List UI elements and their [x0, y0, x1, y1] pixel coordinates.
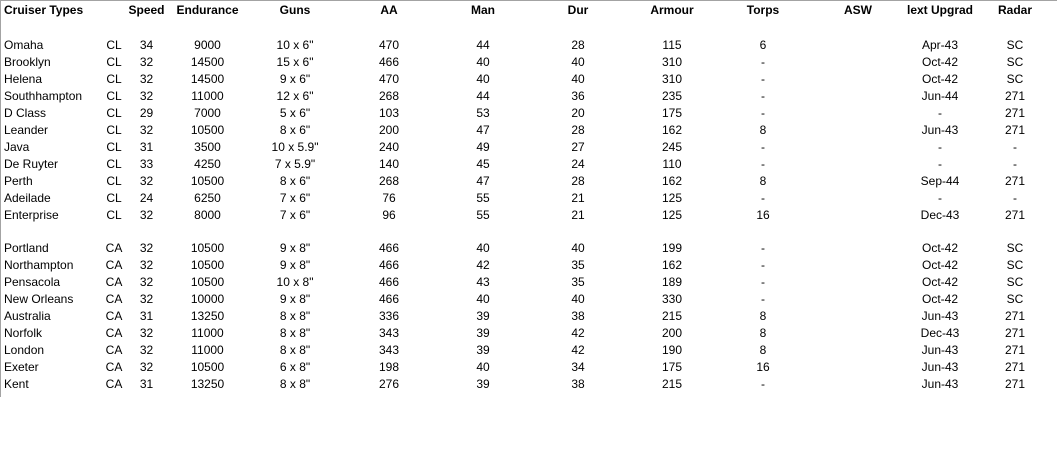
- cell-armour: 215: [661, 309, 683, 323]
- cell-name: D Class: [4, 106, 47, 120]
- cell-dur: 20: [571, 106, 585, 120]
- cell-endurance: 4250: [194, 157, 221, 171]
- cell-next-upgrade: Jun-43: [921, 309, 959, 323]
- cell-aa: 268: [378, 174, 400, 188]
- cell-speed: 32: [139, 241, 154, 255]
- cell-torps: 8: [759, 343, 767, 357]
- table-row: [1, 122, 1057, 139]
- cell-armour: 200: [661, 326, 683, 340]
- cell-speed: 32: [139, 275, 154, 289]
- cell-aa: 198: [378, 360, 400, 374]
- cell-next-upgrade: Apr-43: [921, 38, 959, 52]
- cell-aa: 96: [382, 208, 396, 222]
- cell-speed: 24: [139, 191, 154, 205]
- table-row: [1, 71, 1057, 88]
- cell-asw: [809, 325, 907, 342]
- cell-name: Leander: [4, 123, 49, 137]
- cell-radar: SC: [1006, 55, 1024, 69]
- table-row: [1, 37, 1057, 54]
- cell-aa: 140: [378, 157, 400, 171]
- cell-man: 40: [476, 292, 490, 306]
- cell-endurance: 14500: [190, 72, 225, 86]
- cell-class: CL: [106, 55, 122, 69]
- table-row: [1, 342, 1057, 359]
- cell-armour: 189: [661, 275, 683, 289]
- cruiser-types-table: [1, 1, 1057, 393]
- cell-name: Enterprise: [4, 208, 59, 222]
- cell-speed: 32: [139, 343, 154, 357]
- cell-class: CL: [106, 157, 122, 171]
- cell-armour: 310: [661, 55, 683, 69]
- cell-radar: SC: [1006, 38, 1024, 52]
- cell-armour: 199: [661, 241, 683, 255]
- cell-asw: [809, 173, 907, 190]
- cell-asw: [809, 88, 907, 105]
- cell-radar: SC: [1006, 72, 1024, 86]
- cell-aa: 276: [378, 377, 400, 391]
- cell-asw: [809, 156, 907, 173]
- cell-torps: -: [761, 89, 765, 103]
- cell-speed: 29: [139, 106, 154, 120]
- cell-speed: 32: [139, 55, 154, 69]
- cell-asw: [809, 257, 907, 274]
- cell-torps: 6: [759, 38, 767, 52]
- cell-next-upgrade: Oct-42: [921, 241, 958, 255]
- cell-man: 55: [476, 191, 490, 205]
- column-header-class-blank: [101, 1, 127, 20]
- cell-radar: 271: [1004, 360, 1026, 374]
- column-header-next-upgrade: lext Upgrad: [907, 3, 974, 17]
- cell-man: 39: [476, 343, 490, 357]
- cell-aa: 466: [378, 275, 400, 289]
- cell-speed: 32: [139, 123, 154, 137]
- cell-endurance: 11000: [191, 89, 224, 103]
- cell-armour: 162: [661, 174, 683, 188]
- cell-aa: 470: [378, 38, 400, 52]
- cell-asw: [809, 291, 907, 308]
- cell-name: Southhampton: [4, 89, 83, 103]
- cell-man: 47: [476, 123, 490, 137]
- cell-guns: 15 x 6": [276, 55, 314, 69]
- cell-next-upgrade: Oct-42: [921, 292, 958, 306]
- cell-asw: [809, 139, 907, 156]
- cell-aa: 466: [378, 258, 400, 272]
- cell-speed: 34: [139, 38, 154, 52]
- cell-next-upgrade: Jun-43: [921, 343, 959, 357]
- cell-asw: [809, 122, 907, 139]
- cell-aa: 268: [378, 89, 400, 103]
- cell-asw: [809, 54, 907, 71]
- table-row: [1, 207, 1057, 224]
- cell-torps: -: [761, 241, 765, 255]
- cell-aa: 466: [378, 292, 400, 306]
- cell-endurance: 10500: [190, 123, 225, 137]
- cell-asw: [809, 274, 907, 291]
- header-row: [1, 1, 1057, 20]
- cell-endurance: 10500: [190, 258, 225, 272]
- cell-torps: 8: [759, 326, 767, 340]
- cell-next-upgrade: -: [938, 106, 942, 120]
- cell-next-upgrade: Jun-44: [921, 89, 959, 103]
- cell-name: Pensacola: [4, 275, 61, 289]
- cell-endurance: 3500: [194, 140, 221, 154]
- cell-class: CA: [105, 377, 123, 391]
- table-row: [1, 190, 1057, 207]
- cell-speed: 32: [139, 292, 154, 306]
- cell-class: CL: [106, 208, 122, 222]
- table-row: [1, 156, 1057, 173]
- cell-name: Java: [4, 140, 30, 154]
- cell-man: 40: [476, 72, 490, 86]
- table-row: [1, 308, 1057, 325]
- cell-endurance: 10000: [190, 292, 225, 306]
- cell-dur: 38: [571, 377, 585, 391]
- cell-dur: 40: [571, 72, 585, 86]
- cell-man: 39: [476, 309, 490, 323]
- cell-radar: 271: [1004, 89, 1026, 103]
- cell-class: CL: [106, 123, 122, 137]
- cell-name: De Ruyter: [4, 157, 59, 171]
- cell-next-upgrade: Jun-43: [921, 123, 959, 137]
- cell-radar: SC: [1006, 258, 1024, 272]
- cell-name: Norfolk: [4, 326, 43, 340]
- cell-aa: 336: [378, 309, 400, 323]
- cell-armour: 175: [661, 106, 683, 120]
- cell-guns: 7 x 5.9": [274, 157, 316, 171]
- cell-speed: 32: [139, 326, 154, 340]
- cell-class: CL: [106, 174, 122, 188]
- cell-torps: -: [761, 191, 765, 205]
- cell-name: Helena: [4, 72, 43, 86]
- cell-guns: 8 x 8": [279, 326, 311, 340]
- cell-name: Portland: [4, 241, 49, 255]
- cell-endurance: 10500: [190, 275, 225, 289]
- cell-torps: -: [761, 106, 765, 120]
- cell-guns: 9 x 6": [279, 72, 311, 86]
- cell-guns: 8 x 8": [279, 309, 311, 323]
- cell-torps: -: [761, 258, 765, 272]
- cell-speed: 32: [139, 174, 154, 188]
- cell-name: Omaha: [4, 38, 44, 52]
- cell-endurance: 10500: [190, 360, 225, 374]
- cell-man: 40: [476, 360, 490, 374]
- cell-endurance: 10500: [190, 241, 225, 255]
- cell-aa: 343: [378, 343, 400, 357]
- cell-radar: -: [1013, 140, 1017, 154]
- cell-dur: 28: [571, 174, 585, 188]
- cell-next-upgrade: Dec-43: [920, 208, 960, 222]
- cell-class: CA: [105, 241, 123, 255]
- cell-dur: 24: [571, 157, 585, 171]
- cell-aa: 466: [378, 241, 400, 255]
- cell-speed: 31: [139, 309, 154, 323]
- cell-guns: 10 x 8": [276, 275, 314, 289]
- cell-radar: 271: [1004, 174, 1026, 188]
- cell-man: 45: [476, 157, 490, 171]
- table-row: [1, 376, 1057, 393]
- cell-dur: 38: [571, 309, 585, 323]
- cell-armour: 215: [661, 377, 683, 391]
- cell-guns: 8 x 6": [279, 174, 311, 188]
- cell-name: New Orleans: [4, 292, 74, 306]
- cell-asw: [809, 359, 907, 376]
- cell-dur: 40: [571, 55, 585, 69]
- cell-endurance: 11000: [191, 343, 224, 357]
- cell-class: CA: [105, 360, 123, 374]
- cell-asw: [809, 376, 907, 393]
- cell-torps: 8: [759, 174, 767, 188]
- cell-dur: 21: [571, 208, 585, 222]
- cell-man: 44: [476, 89, 490, 103]
- cell-radar: 271: [1004, 106, 1026, 120]
- cell-name: Brooklyn: [4, 55, 51, 69]
- cell-asw: [809, 190, 907, 207]
- cell-class: CL: [106, 72, 122, 86]
- cell-radar: -: [1013, 157, 1017, 171]
- cell-asw: [809, 37, 907, 54]
- cell-asw: [809, 240, 907, 257]
- cell-guns: 8 x 8": [279, 343, 311, 357]
- cell-endurance: 9000: [194, 38, 221, 52]
- table-row: [1, 173, 1057, 190]
- cell-guns: 7 x 6": [279, 208, 311, 222]
- column-header-cruiser-types: Cruiser Types: [4, 3, 84, 17]
- cell-torps: -: [761, 292, 765, 306]
- column-header-radar: Radar: [997, 3, 1032, 17]
- cell-name: Perth: [4, 174, 33, 188]
- cell-class: CL: [106, 191, 122, 205]
- cell-speed: 32: [139, 208, 154, 222]
- cell-class: CA: [105, 258, 123, 272]
- cell-class: CL: [106, 140, 122, 154]
- table-row: [1, 291, 1057, 308]
- table-row: [1, 359, 1057, 376]
- cell-aa: 76: [382, 191, 396, 205]
- cell-guns: 12 x 6": [276, 89, 314, 103]
- cell-man: 39: [476, 377, 490, 391]
- cell-man: 53: [476, 106, 490, 120]
- cell-radar: SC: [1006, 241, 1024, 255]
- cell-guns: 9 x 8": [279, 241, 311, 255]
- table-row: [1, 325, 1057, 342]
- cell-dur: 42: [571, 326, 585, 340]
- cell-next-upgrade: Oct-42: [921, 275, 958, 289]
- cell-next-upgrade: Jun-43: [921, 377, 959, 391]
- cell-torps: -: [761, 72, 765, 86]
- column-header-man: Man: [471, 3, 495, 17]
- column-header-armour: Armour: [650, 3, 694, 17]
- cell-man: 49: [476, 140, 490, 154]
- cell-armour: 310: [661, 72, 683, 86]
- cell-class: CA: [105, 326, 123, 340]
- cell-guns: 6 x 8": [279, 360, 311, 374]
- table-row: [1, 139, 1057, 156]
- cell-asw: [809, 71, 907, 88]
- cell-armour: 235: [661, 89, 683, 103]
- cell-guns: 7 x 6": [279, 191, 311, 205]
- column-header-torps: Torps: [746, 3, 780, 17]
- cell-aa: 240: [378, 140, 400, 154]
- cell-torps: -: [761, 275, 765, 289]
- column-header-dur: Dur: [567, 3, 589, 17]
- cell-guns: 5 x 6": [279, 106, 311, 120]
- table-row: [1, 274, 1057, 291]
- cell-guns: 8 x 6": [279, 123, 311, 137]
- cell-man: 40: [476, 241, 490, 255]
- cell-endurance: 10500: [190, 174, 225, 188]
- spacer-row: [1, 20, 1057, 37]
- cell-guns: 10 x 6": [276, 38, 314, 52]
- column-header-guns: Guns: [279, 3, 311, 17]
- column-header-endurance: Endurance: [176, 3, 239, 17]
- column-header-aa: AA: [380, 3, 398, 17]
- cell-armour: 190: [661, 343, 683, 357]
- cell-speed: 32: [139, 258, 154, 272]
- cell-class: CA: [105, 275, 123, 289]
- cell-dur: 28: [571, 123, 585, 137]
- cell-armour: 175: [661, 360, 683, 374]
- cell-name: Adeilade: [4, 191, 51, 205]
- cell-armour: 125: [661, 191, 683, 205]
- cell-endurance: 14500: [190, 55, 225, 69]
- cell-armour: 162: [661, 123, 683, 137]
- table-row: [1, 54, 1057, 71]
- cell-armour: 110: [662, 157, 682, 171]
- cell-man: 43: [476, 275, 490, 289]
- cell-guns: 9 x 8": [279, 292, 311, 306]
- cell-speed: 31: [139, 140, 154, 154]
- cell-torps: 16: [756, 208, 770, 222]
- cell-torps: 16: [756, 360, 770, 374]
- cell-endurance: 8000: [194, 208, 221, 222]
- cell-name: Exeter: [4, 360, 39, 374]
- cell-asw: [809, 207, 907, 224]
- cell-dur: 28: [571, 38, 585, 52]
- cell-aa: 343: [378, 326, 400, 340]
- cell-name: Kent: [4, 377, 29, 391]
- cell-man: 47: [476, 174, 490, 188]
- table-row: [1, 88, 1057, 105]
- cell-class: CA: [105, 309, 123, 323]
- cell-radar: SC: [1006, 292, 1024, 306]
- cell-radar: 271: [1004, 309, 1026, 323]
- cell-next-upgrade: Dec-43: [920, 326, 960, 340]
- table-row: [1, 240, 1057, 257]
- cell-radar: 271: [1004, 326, 1026, 340]
- cell-asw: [809, 308, 907, 325]
- cell-class: CL: [106, 89, 122, 103]
- cell-asw: [809, 342, 907, 359]
- cell-endurance: 13250: [190, 309, 225, 323]
- cell-man: 55: [476, 208, 490, 222]
- cell-guns: 8 x 8": [279, 377, 311, 391]
- cell-class: CL: [106, 106, 122, 120]
- cell-aa: 466: [378, 55, 400, 69]
- cell-endurance: 6250: [194, 191, 221, 205]
- cell-aa: 470: [378, 72, 400, 86]
- cell-torps: 8: [759, 309, 767, 323]
- cell-class: CA: [105, 292, 123, 306]
- cell-man: 44: [476, 38, 490, 52]
- cell-endurance: 13250: [190, 377, 225, 391]
- cell-name: Northampton: [4, 258, 74, 272]
- cell-aa: 200: [378, 123, 400, 137]
- cell-dur: 34: [571, 360, 585, 374]
- cell-next-upgrade: -: [938, 191, 942, 205]
- column-header-speed: Speed: [128, 3, 165, 17]
- cell-torps: -: [761, 140, 765, 154]
- cell-asw: [809, 105, 907, 122]
- cell-speed: 32: [139, 89, 154, 103]
- cell-man: 40: [476, 55, 490, 69]
- cell-man: 39: [476, 326, 490, 340]
- cell-torps: -: [761, 377, 765, 391]
- cell-speed: 32: [139, 72, 154, 86]
- table-row: [1, 105, 1057, 122]
- spacer-row: [1, 224, 1057, 240]
- cell-dur: 21: [571, 191, 585, 205]
- cell-radar: 271: [1004, 377, 1026, 391]
- cell-dur: 27: [571, 140, 585, 154]
- cell-dur: 42: [571, 343, 585, 357]
- cell-class: CA: [105, 343, 123, 357]
- cell-radar: 271: [1004, 343, 1026, 357]
- cell-dur: 36: [571, 89, 585, 103]
- cell-speed: 33: [139, 157, 154, 171]
- cell-torps: -: [761, 157, 765, 171]
- cell-next-upgrade: Oct-42: [921, 258, 958, 272]
- cell-armour: 125: [661, 208, 683, 222]
- cell-guns: 9 x 8": [279, 258, 311, 272]
- cell-radar: 271: [1004, 208, 1026, 222]
- cell-radar: SC: [1006, 275, 1024, 289]
- cell-torps: 8: [759, 123, 767, 137]
- cell-next-upgrade: -: [938, 157, 942, 171]
- cell-endurance: 11000: [191, 326, 224, 340]
- cell-name: Australia: [4, 309, 51, 323]
- column-header-asw: ASW: [844, 3, 872, 17]
- cell-dur: 40: [571, 292, 585, 306]
- cell-dur: 35: [571, 258, 585, 272]
- cell-guns: 10 x 5.9": [271, 140, 319, 154]
- cell-next-upgrade: Oct-42: [921, 55, 958, 69]
- cell-name: London: [4, 343, 45, 357]
- cell-man: 42: [476, 258, 490, 272]
- cell-armour: 330: [661, 292, 683, 306]
- cell-aa: 103: [378, 106, 400, 120]
- cell-armour: 245: [661, 140, 683, 154]
- cell-next-upgrade: Jun-43: [921, 360, 959, 374]
- cell-radar: -: [1013, 191, 1017, 205]
- table-row: [1, 257, 1057, 274]
- cell-radar: 271: [1004, 123, 1026, 137]
- cell-dur: 40: [571, 241, 585, 255]
- cell-speed: 31: [139, 377, 154, 391]
- cell-torps: -: [761, 55, 765, 69]
- cell-next-upgrade: Sep-44: [920, 174, 960, 188]
- cell-dur: 35: [571, 275, 585, 289]
- cell-endurance: 7000: [194, 106, 221, 120]
- cell-armour: 115: [662, 38, 682, 52]
- cell-next-upgrade: Oct-42: [921, 72, 958, 86]
- cell-next-upgrade: -: [938, 140, 942, 154]
- cell-class: CL: [106, 38, 122, 52]
- cell-armour: 162: [661, 258, 683, 272]
- cell-speed: 32: [139, 360, 154, 374]
